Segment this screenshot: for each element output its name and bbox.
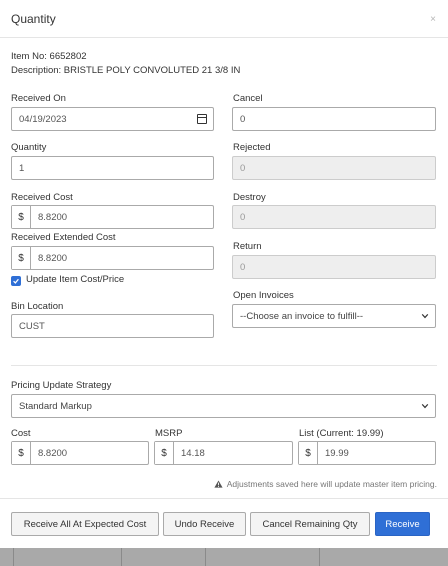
currency-addon: $ [299, 442, 318, 464]
received-on-date-input[interactable] [11, 107, 214, 131]
destroy-value: 0 [240, 211, 246, 223]
warning-icon [214, 480, 223, 488]
modal-title: Quantity [11, 11, 56, 26]
received-on-value: 04/19/2023 [19, 113, 67, 125]
received-cost-input[interactable] [11, 205, 214, 229]
received-extended-cost-value: 8.8200 [38, 252, 68, 264]
currency-addon: $ [12, 247, 31, 269]
table-cell [14, 548, 122, 566]
pricing-strategy-select[interactable] [11, 394, 436, 418]
item-number: Item No: 6652802 [11, 51, 87, 62]
open-invoices-selected: --Choose an invoice to fulfill-- [240, 310, 364, 322]
rejected-value: 0 [240, 162, 246, 174]
destroy-input [232, 205, 436, 229]
undo-receive-button[interactable]: Undo Receive [163, 512, 246, 536]
rejected-input [232, 156, 436, 180]
bin-location-input[interactable] [11, 314, 214, 338]
rejected-label: Rejected [233, 142, 271, 153]
received-extended-cost-input[interactable] [11, 246, 214, 270]
msrp-value: 14.18 [181, 447, 205, 459]
list-value: 19.99 [325, 447, 349, 459]
item-description: Description: BRISTLE POLY CONVOLUTED 21 3/8 IN [11, 65, 241, 76]
cost-label: Cost [11, 428, 31, 439]
chevron-down-icon [421, 402, 429, 410]
received-on-label: Received On [11, 93, 66, 104]
bin-location-label: Bin Location [11, 301, 64, 312]
list-label: List (Current: 19.99) [299, 428, 384, 439]
table-cell [122, 548, 206, 566]
received-cost-value: 8.8200 [38, 211, 68, 223]
list-input[interactable] [298, 441, 436, 465]
return-value: 0 [240, 261, 246, 273]
pricing-warning-text: Adjustments saved here will update master item pricing. [226, 479, 437, 489]
return-input [232, 255, 436, 279]
received-extended-cost-label: Received Extended Cost [11, 232, 116, 243]
destroy-label: Destroy [233, 192, 266, 203]
return-label: Return [233, 241, 262, 252]
update-item-cost-label[interactable]: Update Item Cost/Price [26, 274, 125, 285]
pricing-strategy-label: Pricing Update Strategy [11, 380, 112, 391]
background-table [0, 548, 448, 566]
cancel-value: 0 [240, 113, 246, 125]
cancel-label: Cancel [233, 93, 263, 104]
item-info [11, 50, 240, 78]
modal-body [0, 38, 448, 498]
receive-all-button[interactable]: Receive All At Expected Cost [11, 512, 159, 536]
cancel-remaining-qty-button[interactable]: Cancel Remaining Qty [250, 512, 370, 536]
quantity-label: Quantity [11, 142, 47, 153]
modal-footer [0, 498, 448, 548]
open-invoices-select[interactable] [232, 304, 436, 328]
msrp-input[interactable] [154, 441, 293, 465]
pricing-warning [214, 479, 437, 489]
table-cell [0, 548, 14, 566]
update-item-cost-checkbox[interactable] [11, 276, 21, 286]
bin-location-value: CUST [19, 320, 45, 332]
cost-input[interactable] [11, 441, 149, 465]
currency-addon: $ [12, 442, 31, 464]
calendar-icon[interactable] [197, 114, 207, 124]
section-divider [11, 365, 437, 366]
open-invoices-label: Open Invoices [233, 290, 294, 301]
received-cost-label: Received Cost [11, 192, 73, 203]
currency-addon: $ [12, 206, 31, 228]
cancel-input[interactable] [232, 107, 436, 131]
table-cell [206, 548, 320, 566]
check-icon [12, 277, 20, 285]
receive-button[interactable]: Receive [375, 512, 430, 536]
currency-addon: $ [155, 442, 174, 464]
table-cell [320, 548, 448, 566]
pricing-strategy-selected: Standard Markup [19, 400, 92, 412]
close-icon[interactable]: × [430, 14, 436, 25]
modal-header [0, 0, 448, 38]
quantity-value: 1 [19, 162, 25, 174]
msrp-label: MSRP [155, 428, 183, 439]
cost-value: 8.8200 [38, 447, 68, 459]
chevron-down-icon [421, 312, 429, 320]
quantity-input[interactable] [11, 156, 214, 180]
